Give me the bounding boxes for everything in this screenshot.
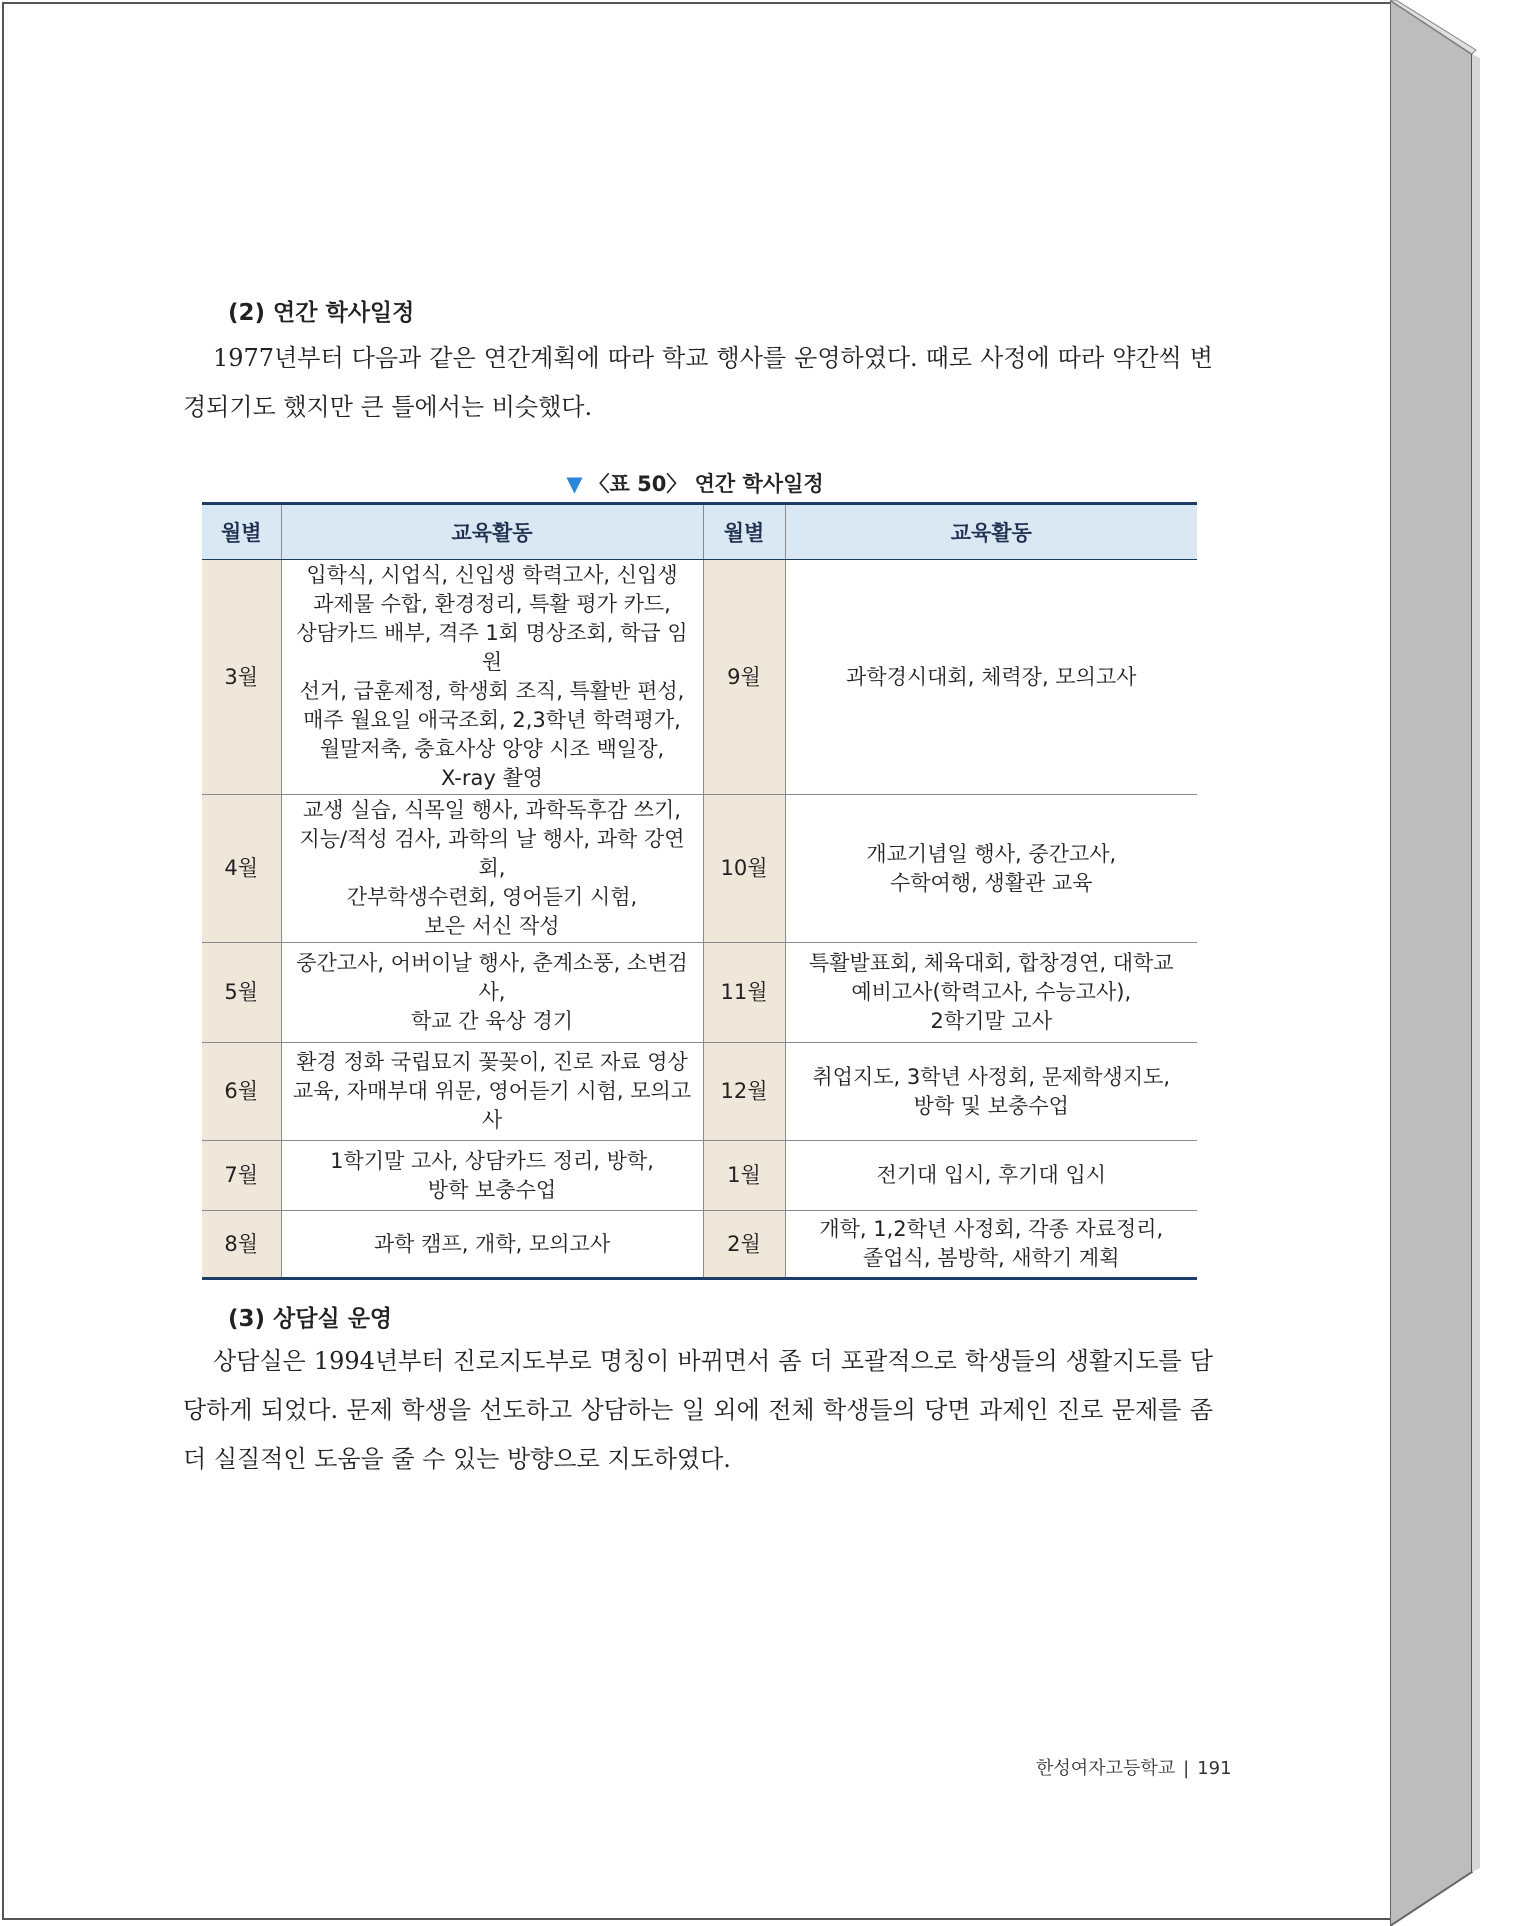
month-cell: 8월 — [202, 1211, 281, 1279]
footer-separator: | — [1183, 1758, 1190, 1779]
month-cell: 7월 — [202, 1141, 281, 1211]
month-cell: 1월 — [703, 1141, 785, 1211]
table-row — [202, 560, 1197, 795]
month-cell: 2월 — [703, 1211, 785, 1279]
activity-cell: 특활발표회, 체육대회, 합창경연, 대학교 예비고사(학력고사, 수능고사), 2학기말 고사 — [785, 943, 1197, 1043]
page-footer — [1036, 1754, 1232, 1780]
activity-cell: 개학, 1,2학년 사정회, 각종 자료정리, 졸업식, 봄방학, 새학기 계획 — [785, 1211, 1197, 1279]
activity-cell: 입학식, 시업식, 신입생 학력고사, 신입생 과제물 수합, 환경정리, 특활 평가 카드, 상담카드 배부, 격주 1회 명상조회, 학급 임원 선거, 급훈제정, 학생회 조직, 특활반 편성, 매주 월요일 애국조회, 2,3학년 학력평가, 월말저축, 충효사상 앙양 시조 백일장, X-ray 촬영 — [281, 560, 703, 795]
activity-cell: 개교기념일 행사, 중간고사, 수학여행, 생활관 교육 — [785, 795, 1197, 943]
page-number: 191 — [1197, 1758, 1232, 1779]
annual-schedule-paragraph — [183, 334, 1213, 432]
activity-cell: 과학 캠프, 개학, 모의고사 — [281, 1211, 703, 1279]
month-cell: 4월 — [202, 795, 281, 943]
table-row — [202, 1211, 1197, 1279]
activity-cell: 환경 정화 국립묘지 꽃꽂이, 진로 자료 영상 교육, 자매부대 위문, 영어듣기 시험, 모의고사 — [281, 1043, 703, 1141]
triangle-down-icon: ▼ — [566, 472, 583, 496]
month-cell: 5월 — [202, 943, 281, 1043]
month-cell: 10월 — [703, 795, 785, 943]
caption-text: 〈표 50〉 연간 학사일정 — [588, 472, 824, 496]
activity-cell: 전기대 입시, 후기대 입시 — [785, 1141, 1197, 1211]
counseling-office-paragraph — [183, 1337, 1213, 1484]
paragraph-text: 1977년부터 다음과 같은 연간계획에 따라 학교 행사를 운영하였다. 때로 사정에 따라 약간씩 변경되기도 했지만 큰 틀에서는 비슷했다. — [183, 344, 1213, 421]
month-cell: 6월 — [202, 1043, 281, 1141]
table-row — [202, 795, 1197, 943]
section-heading-annual-schedule: (2) 연간 학사일정 — [228, 300, 415, 326]
table-row — [202, 1141, 1197, 1211]
column-header-activity: 교육활동 — [785, 504, 1197, 560]
month-cell: 3월 — [202, 560, 281, 795]
activity-cell: 중간고사, 어버이날 행사, 춘계소풍, 소변검사, 학교 간 육상 경기 — [281, 943, 703, 1043]
paragraph-text: 상담실은 1994년부터 진로지도부로 명칭이 바뀌면서 좀 더 포괄적으로 학생들의 생활지도를 담당하게 되었다. 문제 학생을 선도하고 상담하는 일 외에 전체 학생들의 당면 과제인 진로 문제를 좀 더 실질적인 도움을 줄 수 있는 방향으로 지도하였다. — [183, 1347, 1213, 1473]
table-row — [202, 1043, 1197, 1141]
activity-cell: 1학기말 고사, 상담카드 정리, 방학, 방학 보충수업 — [281, 1141, 703, 1211]
activity-cell: 교생 실습, 식목일 행사, 과학독후감 쓰기, 지능/적성 검사, 과학의 날 행사, 과학 강연회, 간부학생수련회, 영어듣기 시험, 보은 서신 작성 — [281, 795, 703, 943]
table-caption — [0, 468, 1390, 498]
section-heading-counseling-office: (3) 상담실 운영 — [228, 1306, 393, 1332]
annual-schedule-table — [202, 502, 1197, 1280]
column-header-month: 월별 — [703, 504, 785, 560]
footer-school-name: 한성여자고등학교 — [1036, 1758, 1176, 1779]
table-header-row — [202, 504, 1197, 560]
month-cell: 9월 — [703, 560, 785, 795]
book-page-edge — [1390, 0, 1540, 1926]
activity-cell: 취업지도, 3학년 사정회, 문제학생지도, 방학 및 보충수업 — [785, 1043, 1197, 1141]
column-header-month: 월별 — [202, 504, 281, 560]
month-cell: 11월 — [703, 943, 785, 1043]
month-cell: 12월 — [703, 1043, 785, 1141]
activity-cell: 과학경시대회, 체력장, 모의고사 — [785, 560, 1197, 795]
table-row — [202, 943, 1197, 1043]
column-header-activity: 교육활동 — [281, 504, 703, 560]
